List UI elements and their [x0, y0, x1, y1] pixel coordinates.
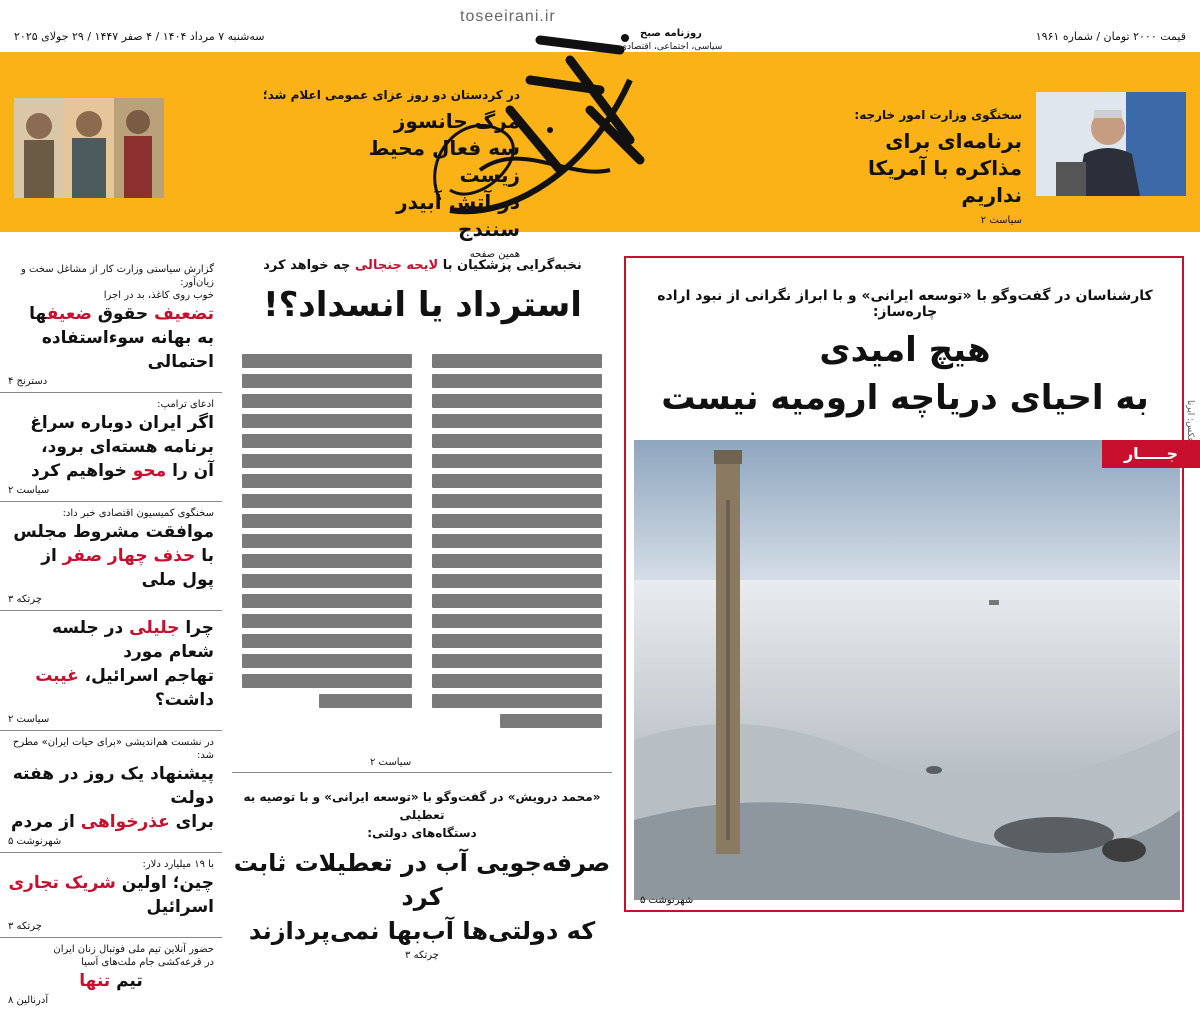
- feature-kicker: کارشناسان در گفت‌وگو با «توسعه ایرانی» و با ابراز نگرانی از نبود اراده چاره‌ساز:: [657, 288, 1153, 320]
- headline-text: آن را: [166, 461, 214, 481]
- item-ref: دسترنج ۴: [8, 376, 48, 387]
- kicker-text: چه خواهد کرد: [263, 258, 355, 273]
- feature-caption: شهرنوشت ۵: [640, 895, 694, 906]
- feature-headline-line: هیچ امیدی: [819, 330, 991, 370]
- feature-headline-line: به احیای دریاچه ارومیه نیست: [661, 378, 1149, 418]
- banner-right-ref: سیاست ۲: [980, 215, 1022, 226]
- item-ref: چرتکه ۳: [8, 594, 42, 605]
- item-kicker: سخنگوی کمیسیون اقتصادی خبر داد:: [62, 508, 214, 519]
- headline-highlight: تنها: [79, 971, 111, 991]
- spokesman-photo: [1036, 92, 1186, 196]
- item-kicker: حضور آنلاین تیم ملی فوتبال زنان ایران: [53, 944, 214, 955]
- news-item[interactable]: [0, 853, 222, 938]
- lead-ref: سیاست ۲: [370, 757, 412, 768]
- item-headline: به بهانه سوءاستفاده احتمالی: [41, 328, 214, 372]
- website-link[interactable]: toseeirani.ir: [460, 8, 556, 25]
- item-headline: [8, 302, 214, 326]
- item-headline: [8, 611, 214, 664]
- item-kicker: در قرعه‌کشی جام ملت‌های آسیا: [81, 957, 214, 968]
- headline-text: چین؛ اولین: [115, 873, 214, 893]
- lead-story[interactable]: [230, 258, 615, 325]
- headline-text: تهاجم اسرائیل،: [78, 666, 214, 686]
- item-headline: برنامه هسته‌ای برود،: [41, 437, 214, 457]
- item-ref: چرتکه ۳: [8, 921, 42, 932]
- lead-body-text: [232, 354, 602, 744]
- activists-photo: [14, 98, 164, 198]
- news-item[interactable]: [0, 393, 222, 502]
- item-headline: موافقت مشروط مجلس: [13, 522, 214, 542]
- headline-highlight: غیبت: [35, 666, 79, 686]
- headline-highlight: عذرخواهی: [80, 812, 170, 832]
- headline-text: داشت؟: [154, 690, 214, 710]
- body-column-left: [242, 354, 412, 714]
- headline-text: تیم: [110, 971, 143, 991]
- section-tab[interactable]: جـــــار: [1102, 440, 1200, 468]
- item-ref: آدرنالین ۸: [8, 995, 49, 1006]
- banner-left-line: سه فعال محیط زیست: [368, 136, 520, 187]
- headline-text: حقوق: [91, 304, 155, 324]
- lead-headline: استرداد یا انسداد؟!: [263, 285, 582, 325]
- headline-highlight: شریک تجاری: [8, 873, 116, 893]
- banner-story-right[interactable]: [832, 108, 1022, 226]
- headline-highlight: حذف چهار صفر: [62, 546, 196, 566]
- lake-urmia-photo: [634, 440, 1180, 900]
- headline-highlight: جلیلی: [129, 618, 180, 638]
- item-kicker: ادعای ترامپ:: [157, 399, 214, 410]
- news-item[interactable]: [0, 258, 222, 393]
- photo-credit: عکس: ایرنا: [1185, 400, 1195, 443]
- headline-text: از پول ملی: [41, 546, 214, 590]
- banner-right-line: مذاکره با آمریکا نداریم: [868, 156, 1022, 207]
- headline-text: برای: [169, 812, 214, 832]
- headline-text: با: [195, 546, 214, 566]
- item-ref: سیاست ۲: [8, 485, 50, 496]
- headline-text: خواهیم کرد: [30, 461, 133, 481]
- issue-date: سه‌شنبه ۷ مرداد ۱۴۰۴ / ۴ صفر ۱۴۴۷ / ۲۹ جولای ۲۰۲۵: [14, 30, 265, 43]
- feature-headline: [640, 326, 1170, 422]
- lead-kicker: [230, 258, 615, 273]
- headline-text: ها: [29, 304, 47, 324]
- item-headline: [8, 871, 214, 919]
- second-kicker: دستگاه‌های دولتی:: [367, 826, 477, 840]
- banner-left-line: در آتش آبیدر سنندج: [396, 190, 520, 241]
- item-headline: اگر ایران دوباره سراغ: [30, 413, 214, 433]
- item-kicker: با ۱۹ میلیارد دلار:: [142, 859, 214, 870]
- banner-right-kicker: سخنگوی وزارت امور خارجه:: [854, 108, 1022, 122]
- banner-left-headline: [340, 108, 520, 243]
- left-column: [0, 258, 222, 1006]
- headline-highlight: ضعیف: [46, 304, 92, 324]
- item-headline: [8, 810, 214, 834]
- news-item[interactable]: [0, 938, 222, 1011]
- news-item[interactable]: [0, 611, 222, 731]
- banner-story-left[interactable]: [262, 88, 520, 260]
- second-headline-line: صرفه‌جویی آب در تعطیلات ثابت کرد: [233, 849, 611, 911]
- banner-left-ref: همین صفحه: [469, 249, 520, 260]
- item-headline: [8, 969, 214, 993]
- banner-right-line: برنامه‌ای برای: [885, 129, 1022, 153]
- headline-text: اسرائیل: [146, 897, 214, 917]
- banner-right-headline: [832, 128, 1022, 209]
- second-story[interactable]: [232, 788, 612, 961]
- issue-price: قیمت ۲۰۰۰ تومان / شماره ۱۹۶۱: [1035, 30, 1186, 43]
- item-kicker: در نشست هم‌اندیشی «برای حیات ایران» مطرح شد:: [12, 737, 214, 761]
- item-kicker: گزارش سیاستی وزارت کار از مشاغل سخت و زیان‌آور:: [20, 264, 214, 288]
- headline-text: در جلسه شعام مورد: [51, 618, 214, 662]
- headline-highlight: تضعیف: [154, 304, 214, 324]
- second-kicker: «محمد درویش» در گفت‌وگو با «توسعه ایرانی» و با توصیه به تعطیلی: [243, 790, 601, 822]
- item-headline: پیشنهاد یک روز در هفته دولت: [12, 764, 214, 808]
- news-item[interactable]: [0, 502, 222, 611]
- divider: [232, 772, 612, 773]
- item-ref: سیاست ۲: [8, 714, 50, 725]
- kicker-text: نخبه‌گرایی پزشکیان با: [438, 258, 582, 273]
- second-headline-line: که دولتی‌ها آب‌بها نمی‌پردازند: [248, 917, 596, 945]
- second-headline: [232, 846, 612, 948]
- news-item[interactable]: [0, 731, 222, 853]
- tagline-secondary: سیاسی، اجتماعی، اقتصادی: [620, 42, 723, 52]
- item-headline: [8, 664, 214, 712]
- headline-text: از مردم: [11, 812, 81, 832]
- item-headline: [8, 544, 214, 592]
- headline-highlight: محو: [132, 461, 167, 481]
- item-headline: [8, 459, 214, 483]
- item-kicker: خوب روی کاغذ، بد در اجرا: [103, 290, 214, 301]
- tagline-primary: روزنامه صبح: [640, 28, 702, 39]
- headline-text: چرا: [179, 618, 214, 638]
- banner-left-kicker: در کردستان دو روز عزای عمومی اعلام شد؛: [262, 88, 520, 102]
- item-ref: شهرنوشت ۵: [8, 836, 62, 847]
- second-ref: چرتکه ۳: [405, 950, 439, 961]
- kicker-highlight: لایحه جنجالی: [354, 258, 439, 273]
- banner-left-line: مرگ جانسوز: [393, 109, 520, 133]
- body-column-right: [432, 354, 602, 734]
